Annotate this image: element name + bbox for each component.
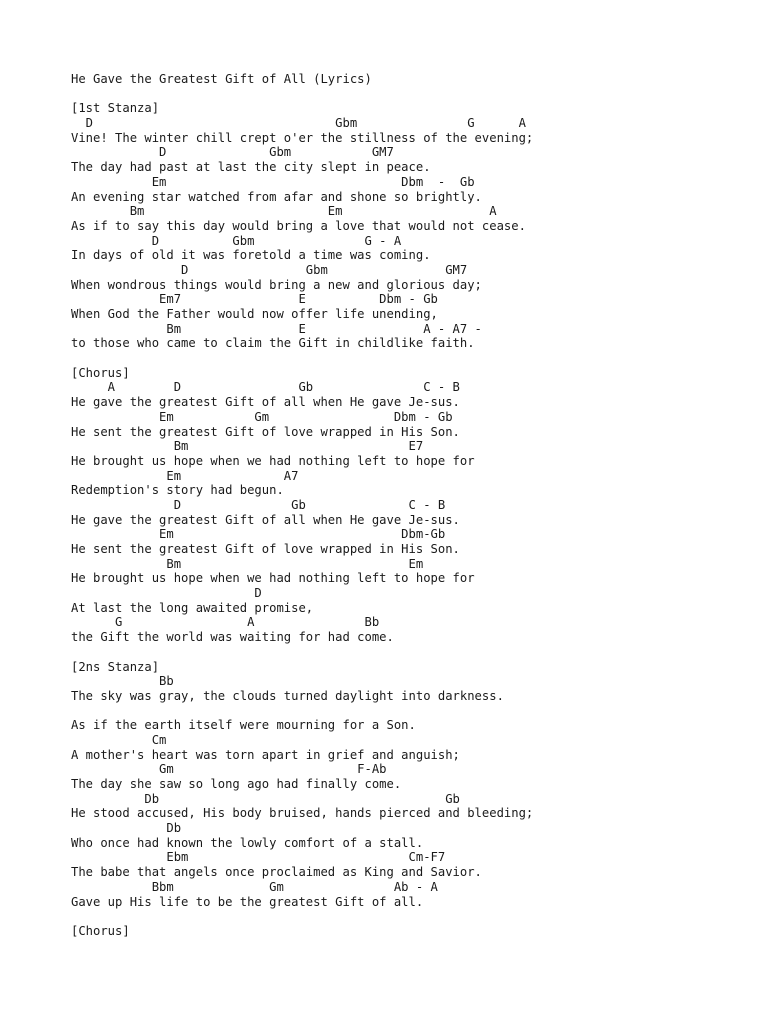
blank-line — [71, 704, 751, 719]
chord-line: A D Gb C - B — [71, 380, 460, 395]
lyric-line: The babe that angels once proclaimed as King and Savior. — [71, 865, 482, 880]
chord-line: Bm E A - A7 - — [71, 321, 482, 336]
lyric-line: An evening star watched from afar and shone so brightly. — [71, 189, 482, 204]
chord-line: D Gbm GM7 — [71, 262, 468, 277]
chord-line: D Gbm GM7 — [71, 145, 394, 160]
chord-line: Em Gm Dbm - Gb — [71, 409, 453, 424]
chord-line: D Gbm G A — [71, 116, 526, 131]
chord-line: D — [71, 586, 262, 601]
lyric-line: At last the long awaited promise, — [71, 600, 314, 615]
chord-line: Bbm Gm Ab - A — [71, 879, 438, 894]
lyric-line: In days of old it was foretold a time was coming. — [71, 248, 431, 263]
lyric-line: Gave up His life to be the greatest Gift of all. — [71, 894, 424, 909]
chord-line: Gm F-Ab — [71, 762, 387, 777]
lyric-line: When God the Father would now offer life unending, — [71, 307, 438, 321]
chord-line: Bm Em A — [71, 204, 497, 219]
lyric-line: He brought us hope when we had nothing left to hope for — [71, 453, 475, 468]
section-heading: [Chorus] — [71, 365, 130, 380]
chord-line: D Gbm G - A — [71, 233, 402, 248]
chord-line: Ebm Cm-F7 — [71, 850, 446, 865]
lyric-line: He gave the greatest Gift of all when He gave Je-sus. — [71, 395, 460, 410]
chord-line: Em Dbm - Gb — [71, 174, 475, 189]
lyric-line: He sent the greatest Gift of love wrapped in His Son. — [71, 424, 460, 439]
chord-line: Db — [71, 821, 182, 836]
chord-line: Bm E7 — [71, 439, 424, 454]
lyric-line: As if to say this day would bring a love that would not cease. — [71, 218, 526, 233]
lyric-line: to those who came to claim the Gift in childlike faith. — [71, 336, 475, 351]
lyric-line: He gave the greatest Gift of all when He gave Je-sus. — [71, 512, 460, 527]
chord-line: Bb — [71, 674, 174, 689]
lyric-line: As if the earth itself were mourning for a Son. — [71, 718, 416, 733]
blank-line — [71, 645, 751, 660]
chord-line: G A Bb — [71, 615, 380, 630]
section-heading: [1st Stanza] — [71, 101, 160, 116]
lyric-line: Who once had known the lowly comfort of a stall. — [71, 835, 424, 850]
lyrics-sheet — [71, 72, 751, 939]
blank-line — [71, 351, 751, 366]
lyric-line: The sky was gray, the clouds turned daylight into darkness. — [71, 688, 504, 703]
lyric-line: Redemption's story had begun. — [71, 483, 284, 498]
lyric-line: When wondrous things would bring a new and glorious day; — [71, 277, 482, 292]
lyric-line: The day had past at last the city slept in peace. — [71, 160, 431, 175]
chord-line: Bm Em — [71, 556, 424, 571]
lyric-line: He sent the greatest Gift of love wrapped in His Son. — [71, 542, 460, 556]
chord-line: Em Dbm-Gb — [71, 527, 446, 542]
chord-line: Em7 E Dbm - Gb — [71, 292, 438, 307]
lyric-line: He brought us hope when we had nothing left to hope for — [71, 571, 475, 586]
song-title: He Gave the Greatest Gift of All (Lyrics) — [71, 72, 372, 86]
chord-line: Em A7 — [71, 468, 299, 483]
lyric-line: The day she saw so long ago had finally come. — [71, 777, 402, 791]
lyric-line: He stood accused, His body bruised, hands pierced and bleeding; — [71, 806, 534, 821]
section-heading: [Chorus] — [71, 923, 130, 938]
lyric-line: A mother's heart was torn apart in grief and anguish; — [71, 747, 460, 762]
chord-line: Cm — [71, 732, 167, 747]
section-heading: [2ns Stanza] — [71, 659, 160, 674]
lyric-line: Vine! The winter chill crept o'er the stillness of the evening; — [71, 130, 534, 145]
lyric-line: the Gift the world was waiting for had come. — [71, 630, 394, 645]
chord-line: D Gb C - B — [71, 497, 446, 512]
blank-line — [71, 87, 751, 102]
chord-line: Db Gb — [71, 791, 460, 806]
blank-line — [71, 909, 751, 924]
